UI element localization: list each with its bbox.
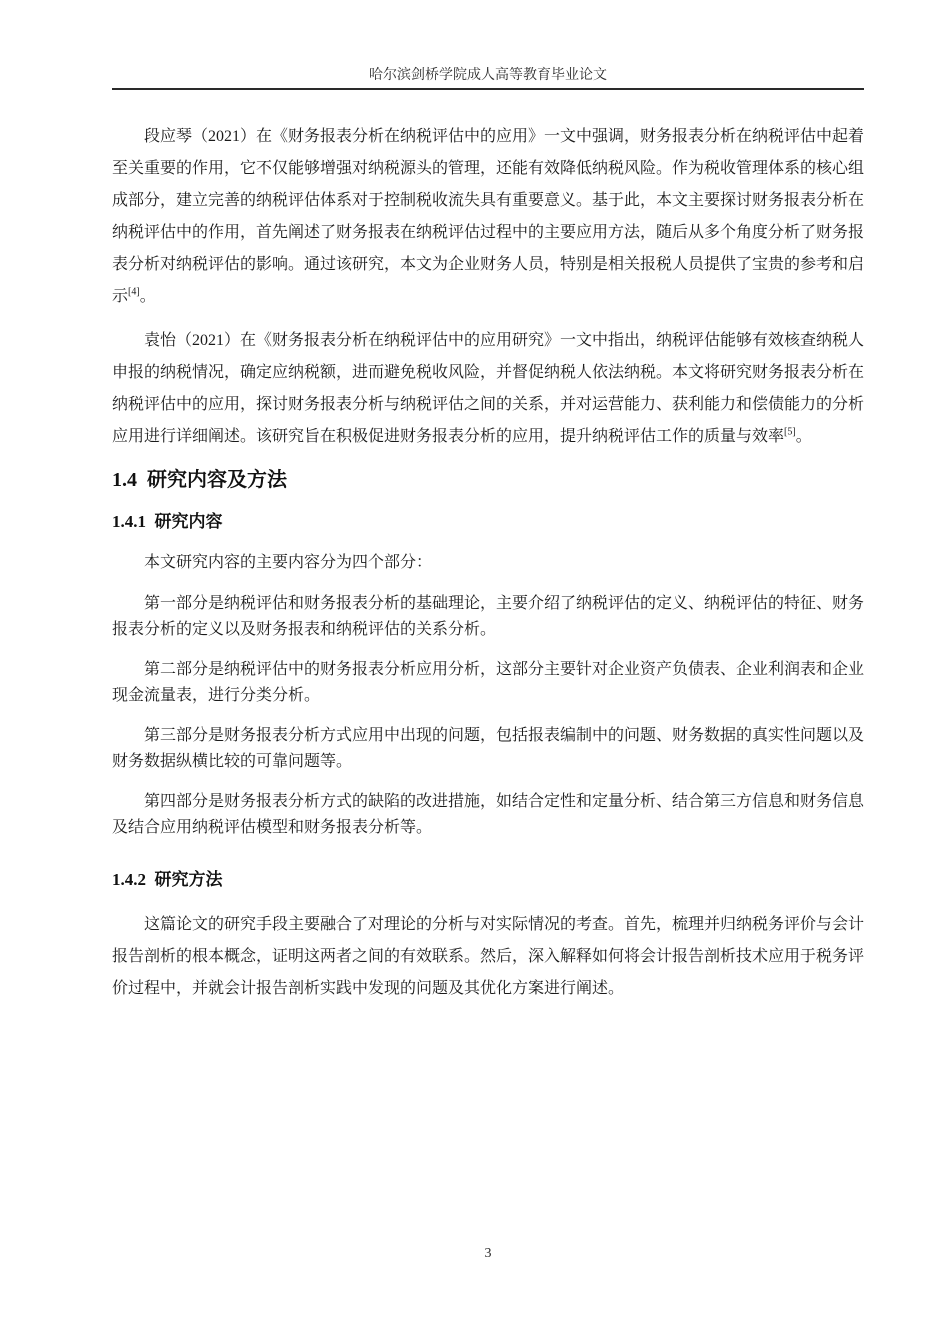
paragraph-period: 。 xyxy=(139,288,156,305)
paragraph-research-methods: 这篇论文的研究手段主要融合了对理论的分析与对实际情况的考查。首先，梳理并归纳税务评价与会计报告剖析的根本概念，证明这两者之间的有效联系。然后，深入解释如何将会计报告剖析技术应用于税务评价过程中，并就会计报告剖析实践中发现的问题及其优化方案进行阐述。 xyxy=(112,916,865,997)
paragraph-text: 段应琴（2021）在《财务报表分析在纳税评估中的应用》一文中强调，财务报表分析在纳税评估中起着至关重要的作用，它不仅能够增强对纳税源头的管理，还能有效降低纳税风险。作为税收管理体系的核心组成部分，建立完善的纳税评估体系对于控制税收流失具有重要意义。基于此，本文主要探讨财务报表分析在纳税评估中的作用，首先阐述了财务报表在纳税评估过程中的主要应用方法，随后从多个角度分析了财务报表分析对纳税评估的影响。通过该研究，本文为企业财务人员，特别是相关报税人员提供了宝贵的参考和启示 xyxy=(112,128,865,305)
citation-ref-4: [4] xyxy=(128,286,140,298)
page-number: 3 xyxy=(484,1246,492,1261)
subsection-number: 1.4.1 xyxy=(112,512,146,531)
paragraph-part1: 第一部分是纳税评估和财务报表分析的基础理论，主要介绍了纳税评估的定义、纳税评估的特征、财务报表分析的定义以及财务报表和纳税评估的关系分析。 xyxy=(112,595,865,638)
document-content xyxy=(112,121,864,1017)
section-number: 1.4 xyxy=(112,469,137,491)
paragraph-citation-duan xyxy=(112,121,864,313)
page-header-text: 哈尔滨剑桥学院成人高等教育毕业论文 xyxy=(369,68,607,83)
page-header xyxy=(112,66,864,90)
subsection-heading-1-4-1 xyxy=(112,509,864,535)
subsection-heading-1-4-2 xyxy=(112,867,864,893)
paragraph-part2: 第二部分是纳税评估中的财务报表分析应用分析，这部分主要针对企业资产负债表、企业利润表和企业现金流量表，进行分类分析。 xyxy=(112,661,865,704)
subsection-title: 研究内容 xyxy=(154,512,223,531)
subsection-title: 研究方法 xyxy=(154,870,223,889)
paragraph-citation-yuan xyxy=(112,325,864,453)
section-heading-1-4 xyxy=(112,465,864,495)
section-title: 研究内容及方法 xyxy=(147,469,287,491)
paragraph-part4: 第四部分是财务报表分析方式的缺陷的改进措施，如结合定性和定量分析、结合第三方信息和财务信息及结合应用纳税评估模型和财务报表分析等。 xyxy=(112,793,865,836)
paragraph-part3: 第三部分是财务报表分析方式应用中出现的问题，包括报表编制中的问题、财务数据的真实性问题以及财务数据纵横比较的可靠问题等。 xyxy=(112,727,865,770)
citation-ref-5: [5] xyxy=(784,426,796,438)
subsection-number: 1.4.2 xyxy=(112,870,146,889)
paragraph-period: 。 xyxy=(795,428,812,445)
paragraph-text: 袁怡（2021）在《财务报表分析在纳税评估中的应用研究》一文中指出，纳税评估能够有效核查纳税人申报的纳税情况，确定应纳税额，进而避免税收风险，并督促纳税人依法纳税。本文将研究财务报表分析在纳税评估中的应用，探讨财务报表分析与纳税评估之间的关系，并对运营能力、获利能力和偿债能力的分析应用进行详细阐述。该研究旨在积极促进财务报表分析的应用，提升纳税评估工作的质量与效率 xyxy=(112,332,865,445)
paragraph-intro-four-parts: 本文研究内容的主要内容分为四个部分： xyxy=(144,554,433,571)
